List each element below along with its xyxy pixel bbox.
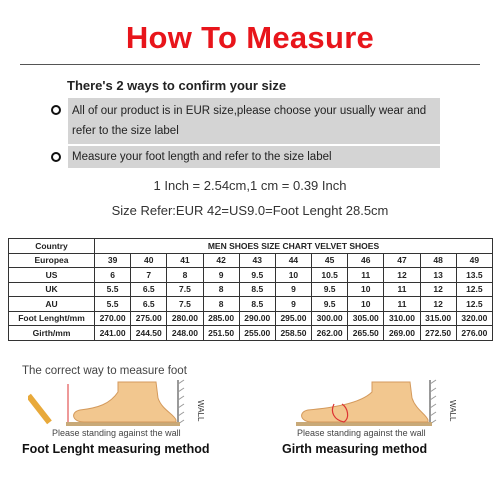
table-cell: 241.00 [95, 326, 131, 341]
page-title: How To Measure [125, 20, 375, 55]
table-cell: 7 [131, 268, 167, 283]
table-cell: 315.00 [420, 311, 456, 326]
way-one-text: All of our product is in EUR size,please choose your usually wear and refer to the size label [68, 98, 440, 144]
table-cell: 305.00 [348, 311, 384, 326]
table-cell: 42 [203, 253, 239, 268]
table-cell: 244.50 [131, 326, 167, 341]
girth-method-label: Girth measuring method [282, 442, 428, 456]
floor-board [66, 422, 180, 426]
table-cell: 280.00 [167, 311, 203, 326]
foot-shape [74, 382, 176, 422]
table-cell: 12.5 [456, 282, 492, 297]
table-cell: 9.5 [239, 268, 275, 283]
wall-hatch [430, 380, 436, 424]
table-cell: 8.5 [239, 297, 275, 312]
row-label: Girth/mm [9, 326, 95, 341]
table-cell: 12 [420, 282, 456, 297]
row-label: Europea [9, 253, 95, 268]
chart-title: MEN SHOES SIZE CHART VELVET SHOES [95, 239, 493, 254]
table-cell: 12 [384, 268, 420, 283]
table-cell: 13 [420, 268, 456, 283]
length-method-label: Foot Lenght measuring method [22, 442, 210, 456]
table-cell: 310.00 [384, 311, 420, 326]
table-cell: 7.5 [167, 282, 203, 297]
table-cell: 10 [348, 282, 384, 297]
table-cell: 275.00 [131, 311, 167, 326]
table-row [9, 326, 493, 341]
table-cell: 320.00 [456, 311, 492, 326]
table-cell: 10 [348, 297, 384, 312]
table-cell: 11 [384, 282, 420, 297]
table-cell: 9 [275, 282, 311, 297]
table-cell: 47 [384, 253, 420, 268]
table-cell: 269.00 [384, 326, 420, 341]
table-cell: 12.5 [456, 297, 492, 312]
wall-label: WALL [448, 400, 457, 422]
corner-label: Country [9, 239, 95, 254]
table-cell: 262.00 [312, 326, 348, 341]
table-cell: 251.50 [203, 326, 239, 341]
table-cell: 6.5 [131, 297, 167, 312]
table-cell: 248.00 [167, 326, 203, 341]
table-cell: 8 [203, 282, 239, 297]
table-cell: 290.00 [239, 311, 275, 326]
table-cell: 40 [131, 253, 167, 268]
table-cell: 7.5 [167, 297, 203, 312]
girth-illustration [290, 378, 490, 430]
table-cell: 5.5 [95, 282, 131, 297]
table-cell: 8 [167, 268, 203, 283]
table-cell: 265.50 [348, 326, 384, 341]
correct-way-caption: The correct way to measure foot [22, 365, 187, 377]
table-row [9, 311, 493, 326]
table-cell: 255.00 [239, 326, 275, 341]
table-cell: 48 [420, 253, 456, 268]
table-cell: 8 [203, 297, 239, 312]
table-cell: 10 [275, 268, 311, 283]
standing-note-right: Please standing against the wall [297, 428, 426, 438]
conversion-text: 1 Inch = 2.54cm,1 cm = 0.39 Inch [153, 178, 347, 193]
table-cell: 5.5 [95, 297, 131, 312]
row-label: AU [9, 297, 95, 312]
wall-hatch [178, 380, 184, 424]
size-chart-table [8, 238, 493, 341]
table-cell: 11 [348, 268, 384, 283]
table-cell: 44 [275, 253, 311, 268]
bullet-icon [51, 152, 61, 162]
table-header-row [9, 239, 493, 254]
table-row [9, 268, 493, 283]
foot-length-illustration [28, 378, 228, 430]
table-cell: 13.5 [456, 268, 492, 283]
table-cell: 45 [312, 253, 348, 268]
size-refer-text: Size Refer:EUR 42=US9.0=Foot Lenght 28.5cm [111, 203, 389, 218]
row-label: US [9, 268, 95, 283]
bullet-icon [51, 105, 61, 115]
intro-text: There's 2 ways to confirm your size [67, 78, 287, 93]
size-chart-body [9, 253, 493, 340]
table-row [9, 253, 493, 268]
floor-board [296, 422, 432, 426]
table-cell: 43 [239, 253, 275, 268]
table-cell: 9 [275, 297, 311, 312]
row-label: Foot Lenght/mm [9, 311, 95, 326]
title-divider [20, 64, 480, 65]
table-cell: 6 [95, 268, 131, 283]
row-label: UK [9, 282, 95, 297]
table-cell: 295.00 [275, 311, 311, 326]
table-cell: 270.00 [95, 311, 131, 326]
table-cell: 41 [167, 253, 203, 268]
table-cell: 10.5 [312, 268, 348, 283]
table-row [9, 282, 493, 297]
way-two-text: Measure your foot length and refer to the size label [68, 146, 440, 168]
table-cell: 9 [203, 268, 239, 283]
table-row [9, 297, 493, 312]
standing-note-left: Please standing against the wall [52, 428, 181, 438]
wall-label: WALL [196, 400, 205, 422]
table-cell: 9.5 [312, 282, 348, 297]
table-cell: 11 [384, 297, 420, 312]
table-cell: 276.00 [456, 326, 492, 341]
table-cell: 6.5 [131, 282, 167, 297]
table-cell: 39 [95, 253, 131, 268]
table-cell: 285.00 [203, 311, 239, 326]
table-cell: 272.50 [420, 326, 456, 341]
ruler-icon [28, 394, 52, 424]
table-cell: 300.00 [312, 311, 348, 326]
table-cell: 8.5 [239, 282, 275, 297]
table-cell: 9.5 [312, 297, 348, 312]
foot-shape [302, 382, 428, 422]
table-cell: 49 [456, 253, 492, 268]
table-cell: 258.50 [275, 326, 311, 341]
table-cell: 46 [348, 253, 384, 268]
table-cell: 12 [420, 297, 456, 312]
